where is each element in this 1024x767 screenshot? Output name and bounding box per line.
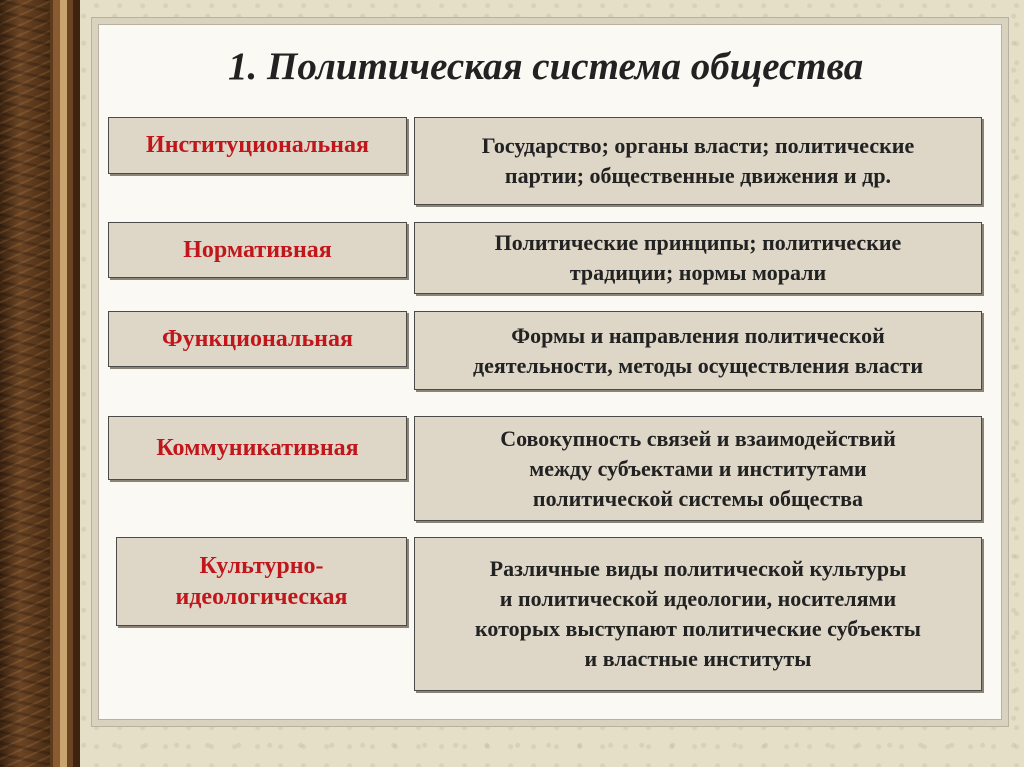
label-functional: Функциональная xyxy=(108,311,407,367)
desc-cultural-ideological: Различные виды политической культуры и политической идеологии, носителями которых выступают политические субъекты и властные институты xyxy=(414,537,982,691)
label-communicative: Коммуникативная xyxy=(108,416,407,480)
wood-border xyxy=(0,0,50,767)
desc-communicative: Совокупность связей и взаимодействий между субъектами и институтами политической системы общества xyxy=(414,416,982,521)
label-normative: Нормативная xyxy=(108,222,407,278)
decorative-stripe xyxy=(50,0,80,767)
slide-title: 1. Политическая система общества xyxy=(228,45,864,88)
desc-functional: Формы и направления политической деятельности, методы осуществления власти xyxy=(414,311,982,390)
desc-normative: Политические принципы; политические традиции; нормы морали xyxy=(414,222,982,294)
label-institutional: Институциональная xyxy=(108,117,407,174)
label-cultural-ideological: Культурно- идеологическая xyxy=(116,537,407,626)
desc-institutional: Государство; органы власти; политические партии; общественные движения и др. xyxy=(414,117,982,205)
